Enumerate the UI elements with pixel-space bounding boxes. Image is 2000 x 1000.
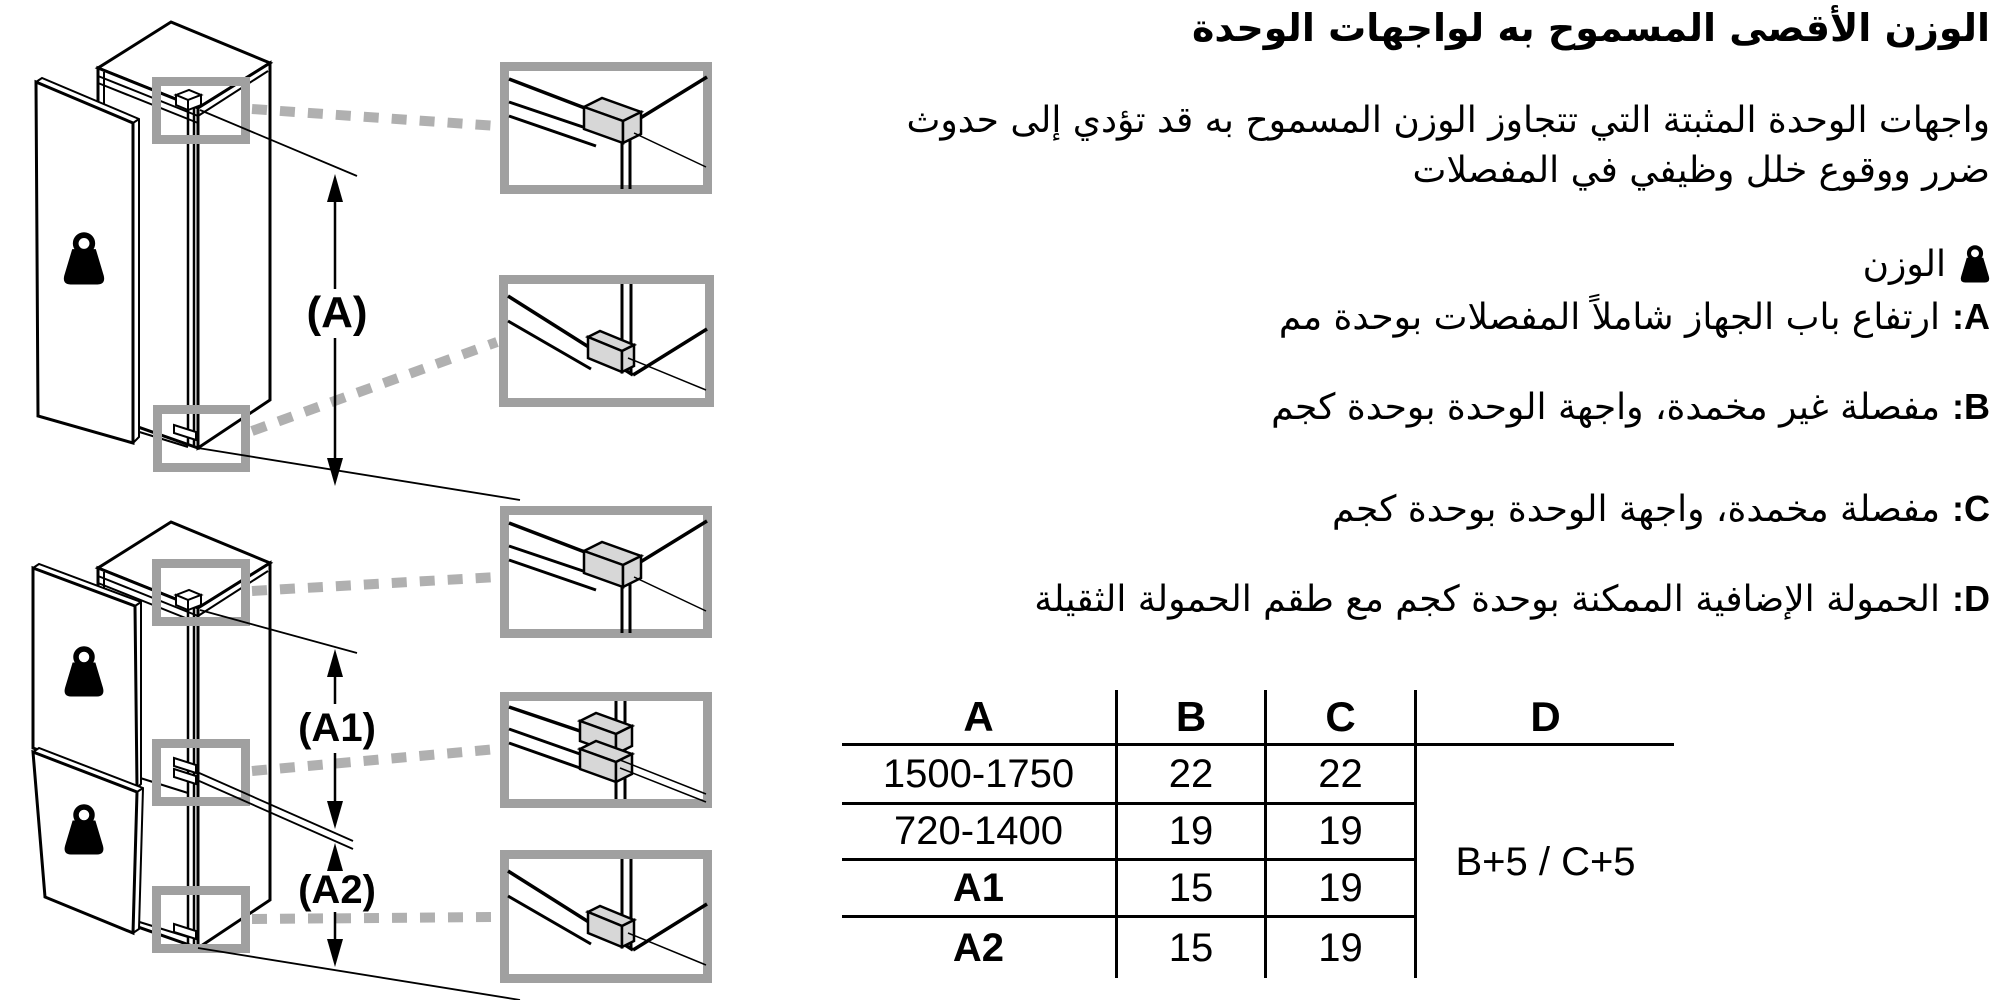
weight-icon [1960, 245, 1990, 284]
definition-a [1279, 296, 1990, 338]
detail-box-bottom-hinge [505, 855, 708, 979]
dimension-label-a: (A) [306, 288, 368, 337]
detail-box-top-hinge [505, 67, 708, 190]
door-panel [36, 78, 139, 443]
table-cell-a: A2 [952, 925, 1005, 970]
col-header-d: D [1414, 690, 1674, 746]
weight-legend [1863, 244, 1990, 285]
definition-d-key: D: [1952, 578, 1990, 619]
definition-b [1271, 386, 1990, 428]
table-cell-c: 22 [1264, 746, 1414, 805]
hinge-spacer-blocks [580, 713, 632, 782]
table-cell-a: 1500-1750 [842, 746, 1115, 805]
definition-b-key: B: [1952, 386, 1990, 427]
dimension-label-a2: (A2) [298, 868, 376, 912]
definition-c-text: مفصلة مخمدة، واجهة الوحدة بوحدة كجم [1332, 489, 1940, 530]
single-door-diagram [36, 22, 710, 500]
definition-d [1034, 578, 1990, 620]
table-cell-c: 19 [1264, 805, 1414, 861]
table-cell-b: 19 [1115, 805, 1264, 861]
col-header-b: B [1115, 690, 1264, 746]
table-cell-d-merged: B+5 / C+5 [1414, 746, 1674, 978]
detail-box-middle-hinges [505, 697, 708, 804]
table-cell-b: 22 [1115, 746, 1264, 805]
double-door-diagram [33, 511, 708, 1000]
detail-box-top-hinge [505, 511, 708, 634]
callout-dashes [252, 109, 497, 431]
table-cell-b: 15 [1115, 918, 1264, 978]
page-title: الوزن الأقصى المسموح به لواجهات الوحدة [1191, 6, 1990, 50]
col-header-a: A [842, 690, 1115, 746]
intro-line-2: ضرر ووقوع خلل وظيفي في المفصلات [1412, 150, 1990, 191]
definition-b-text: مفصلة غير مخمدة، واجهة الوحدة بوحدة كجم [1271, 387, 1940, 428]
weight-limit-table [842, 690, 1674, 978]
top-hinge [176, 590, 201, 610]
intro-paragraph [906, 96, 1990, 196]
definition-a-key: A: [1952, 296, 1990, 337]
installation-diagram [0, 0, 760, 1000]
definition-d-text: الحمولة الإضافية الممكنة بوحدة كجم مع طقم الحمولة الثقيلة [1034, 579, 1940, 620]
table-cell-b: 15 [1115, 861, 1264, 918]
definition-c [1332, 488, 1990, 530]
col-header-c: C [1264, 690, 1414, 746]
table-cell-c: 19 [1264, 861, 1414, 918]
table-cell-c: 19 [1264, 918, 1414, 978]
top-hinge [176, 90, 201, 110]
table-cell-a: 720-1400 [842, 805, 1115, 861]
detail-box-bottom-hinge [504, 280, 710, 403]
dimension-label-a1: (A1) [298, 706, 376, 750]
table-cell-a: A1 [842, 861, 1115, 918]
intro-line-1: واجهات الوحدة المثبتة التي تتجاوز الوزن المسموح به قد تؤدي إلى حدوث [906, 100, 1990, 141]
definition-c-key: C: [1952, 488, 1990, 529]
weight-label: الوزن [1862, 244, 1946, 285]
definition-a-text: ارتفاع باب الجهاز شاملاً المفصلات بوحدة مم [1278, 297, 1940, 338]
